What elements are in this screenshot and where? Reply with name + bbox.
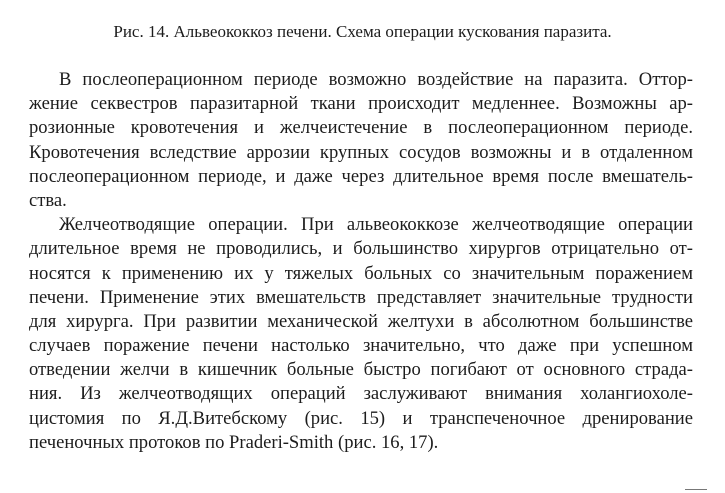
text-line: отведении желчи в кишечник больные быстро погибают от основного страда- <box>29 359 693 381</box>
text-line: печеночных протоков по Praderi-Smith (рис. 16, 17). <box>29 431 439 453</box>
paragraph-bile-drainage <box>29 213 693 455</box>
paragraph-postoperative <box>29 68 693 213</box>
text-line: ния. Из желчеотводящих операций заслуживают внимания холангиохоле- <box>29 383 693 405</box>
text-line: послеоперационном периоде, и даже через длительное время после вмешатель- <box>29 165 693 187</box>
text-line: для хирурга. При развитии механической желтухи в абсолютном большинстве <box>29 310 693 332</box>
text-line: ства. <box>29 189 67 211</box>
text-line: Кровотечения вследствие аррозии крупных сосудов возможны и в отдаленном <box>29 141 693 163</box>
text-line: Желчеотводящие операции. При альвеококкозе желчеотводящие операции <box>59 214 693 236</box>
figure-caption: Рис. 14. Альвеококкоз печени. Схема операции кускования паразита. <box>113 22 612 41</box>
text-line: печени. Применение этих вмешательств представляет значительные трудности <box>29 286 693 308</box>
text-line: В послеоперационном периоде возможно воздействие на паразита. Оттор- <box>59 69 693 90</box>
text-line: розионные кровотечения и желчеистечение в послеоперационном периоде. <box>29 117 693 139</box>
text-line: жение секвестров паразитарной ткани происходит медленнее. Возможны ар- <box>29 93 693 115</box>
text-line: случаев поражение печени настолько значительно, что даже при успешном <box>29 335 693 357</box>
body-text <box>29 68 693 455</box>
text-line: носятся к применению их у тяжелых больных со значительным поражением <box>29 262 693 284</box>
text-line: цистомия по Я.Д.Витебскому (рис. 15) и транспеченочное дренирование <box>29 407 693 429</box>
text-line: длительное время не проводились, и большинство хирургов отрицательно от- <box>29 238 693 260</box>
page-edge-mark <box>685 489 707 493</box>
